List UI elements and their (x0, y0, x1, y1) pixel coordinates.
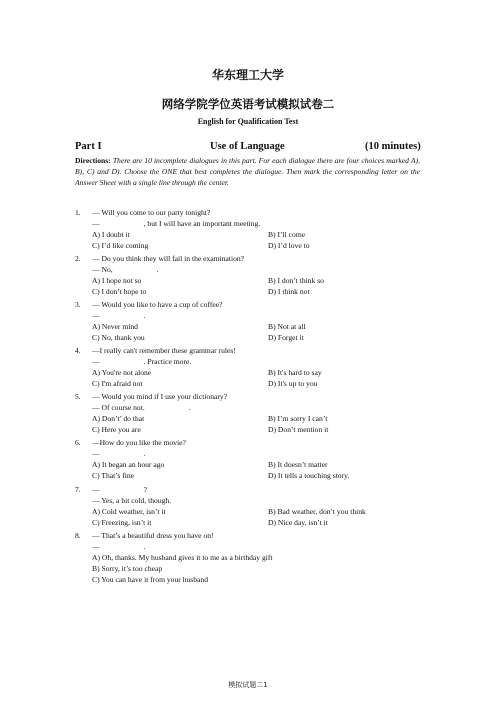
question-line: — That’s a beautiful dress you have on! (92, 531, 214, 540)
option-b: B) It's hard to say (268, 368, 322, 377)
question-number: 2. (75, 254, 81, 263)
part-name: Use of Language (210, 141, 285, 152)
question-line: — Yes, a bit cold, though. (92, 496, 172, 505)
question-line: — Will you come to our party tonight? (92, 208, 211, 217)
option-a: A) It began an hour ago (92, 460, 165, 469)
option-b: B) I’ll come (268, 230, 306, 239)
question-number: 3. (75, 300, 81, 309)
option-a: A) You're not alone (92, 368, 152, 377)
question-line: — Do you think they will fail in the examination? (92, 254, 245, 263)
question-number: 1. (75, 208, 81, 217)
option-b: B) It doesn’t matter (268, 460, 328, 469)
part-label: Part I (75, 141, 102, 152)
option-c: C) I don’t hope to (92, 287, 147, 296)
question-line: — Would you mind if I use your dictionary? (92, 392, 228, 401)
option-a: A) I hope not so (92, 276, 142, 285)
option-a: A) Cold weather, isn’t it (92, 507, 166, 516)
question-number: 8. (75, 531, 81, 540)
question-line: — Would you like to have a cup of coffee? (92, 300, 223, 309)
option-d: D) Nice day, isn’t it (268, 518, 328, 527)
option-d: D) It's up to you (268, 379, 318, 388)
option-b: B) Not at all (268, 322, 306, 331)
option-d: D) Don’t mention it (268, 425, 329, 434)
question-line: — . (92, 449, 146, 458)
option-b: B) Sorry, it’s too cheap (92, 564, 163, 573)
option-c: C) Here you are (92, 425, 141, 434)
option-b: B) I don’t think so (268, 276, 324, 285)
question-line: — . (92, 311, 146, 320)
option-c: C) You can have it from your husband (92, 575, 209, 584)
directions-label: Directions: (75, 156, 111, 165)
question-line: —How do you like the movie? (92, 438, 186, 447)
option-d: D) It tells a touching story. (268, 471, 350, 480)
question-line: —I really can't remember these grammar rules! (92, 346, 236, 355)
option-a: A) Never mind (92, 322, 138, 331)
question-line: — Of course not. . (92, 403, 191, 412)
question-number: 7. (75, 485, 81, 494)
exam-title: 网络学院学位英语考试模拟试卷二 (161, 97, 335, 111)
option-a: A) I doubt it (92, 230, 130, 239)
question-line: — No, . (92, 265, 159, 274)
question-line: — , but I will have an important meeting. (92, 219, 261, 228)
option-c: C) No, thank you (92, 333, 145, 342)
option-b: B) Bad weather, don’t you think (268, 507, 366, 516)
question-line: — . Practice more. (92, 357, 192, 366)
option-c: C) Freezing, isn’t it (92, 518, 152, 527)
option-c: C) I’d like coming (92, 241, 149, 250)
part-heading (75, 141, 425, 155)
part-time: (10 minutes) (365, 141, 421, 152)
question-line: — ? (92, 485, 147, 494)
option-d: D) I think not (268, 287, 310, 296)
question-number: 5. (75, 392, 81, 401)
option-d: D) Forget it (268, 333, 304, 342)
option-d: D) I’d love to (268, 241, 310, 250)
question-number: 4. (75, 346, 81, 355)
directions-text: There are 10 incomplete dialogues in this part. For each dialogue there are four choices marked A), B), C) and D). Choose the ONE that best completes the dialogue. Then mark the corresponding letter on the Answer Sheet with a single line through the center. (75, 156, 420, 187)
question-number: 6. (75, 438, 81, 447)
exam-subtitle: English for Qualification Test (197, 117, 299, 126)
option-c: C) That’s fine (92, 471, 135, 480)
option-b: B) I’m sorry I can’t (268, 414, 328, 423)
option-c: C) I'm afraid not (92, 379, 143, 388)
question-line: — . (92, 542, 146, 551)
page-footer: 模拟试题二1 (228, 681, 268, 689)
university-title: 华东理工大学 (211, 68, 284, 82)
directions (75, 155, 420, 188)
option-a: A) Don’t’ do that (92, 414, 145, 423)
option-a: A) Oh, thanks. My husband gives it to me as a birthday gift (92, 553, 273, 562)
